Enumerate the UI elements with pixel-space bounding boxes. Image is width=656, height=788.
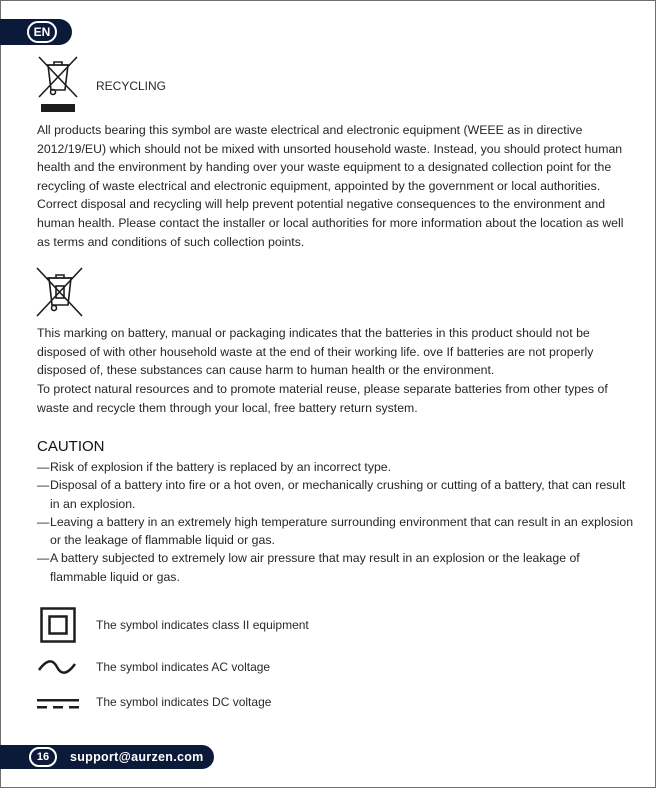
caution-item: — Disposal of a battery into fire or a hot oven, or mechanically crushing or cutting of a battery, that can result in an explosion. — [37, 476, 637, 513]
class-ii-icon — [40, 607, 76, 648]
battery-paragraph-1: This marking on battery, manual or packaging indicates that the batteries in this product should not be disposed of with other household waste at the end of their working life. ove If batteries are not properly disposed of, these substances can cause harm to human health or the environment. — [37, 326, 594, 378]
recycling-title: RECYCLING — [96, 79, 167, 93]
battery-paragraph-2: To protect natural resources and to promote material reuse, please separate batteries from other types of waste and recycle them through your local, free battery return system. — [37, 382, 608, 415]
caution-item: — Risk of explosion if the battery is replaced by an incorrect type. — [37, 458, 637, 476]
symbol-label-ac: The symbol indicates AC voltage — [96, 660, 271, 674]
weee-crossed-bin-icon — [37, 54, 81, 117]
language-badge: EN — [27, 21, 57, 43]
symbol-label-class-ii: The symbol indicates class II equipment — [96, 618, 309, 632]
battery-crossed-bin-icon — [35, 266, 85, 323]
caution-list — [37, 458, 637, 586]
caution-item: — Leaving a battery in an extremely high temperature surrounding environment that can result in an explosion or the leakage of flammable liquid or gas. — [37, 513, 637, 550]
recycling-paragraph: All products bearing this symbol are waste electrical and electronic equipment (WEEE as in directive 2012/19/EU) which should not be mixed with unsorted household waste. Instead, you should protect human health and the environment by handing over your waste equipment to a designated collection point for the recycling of waste electrical and electronic equipment, appointed by the government or local authorities. Correct disposal and recycling will help prevent potential negative consequences to the environment and human health. Please contact the installer or local authorities for more information about the location as well as terms and conditions of such collection points. — [37, 123, 624, 249]
dc-voltage-icon — [37, 697, 79, 716]
ac-voltage-icon — [37, 659, 77, 680]
page-number: 16 — [29, 747, 57, 767]
support-email: support@aurzen.com — [70, 750, 204, 764]
caution-item: — A battery subjected to extremely low air pressure that may result in an explosion or the leakage of flammable liquid or gas. — [37, 549, 637, 586]
symbol-label-dc: The symbol indicates DC voltage — [96, 695, 272, 709]
caution-title: CAUTION — [37, 438, 105, 455]
